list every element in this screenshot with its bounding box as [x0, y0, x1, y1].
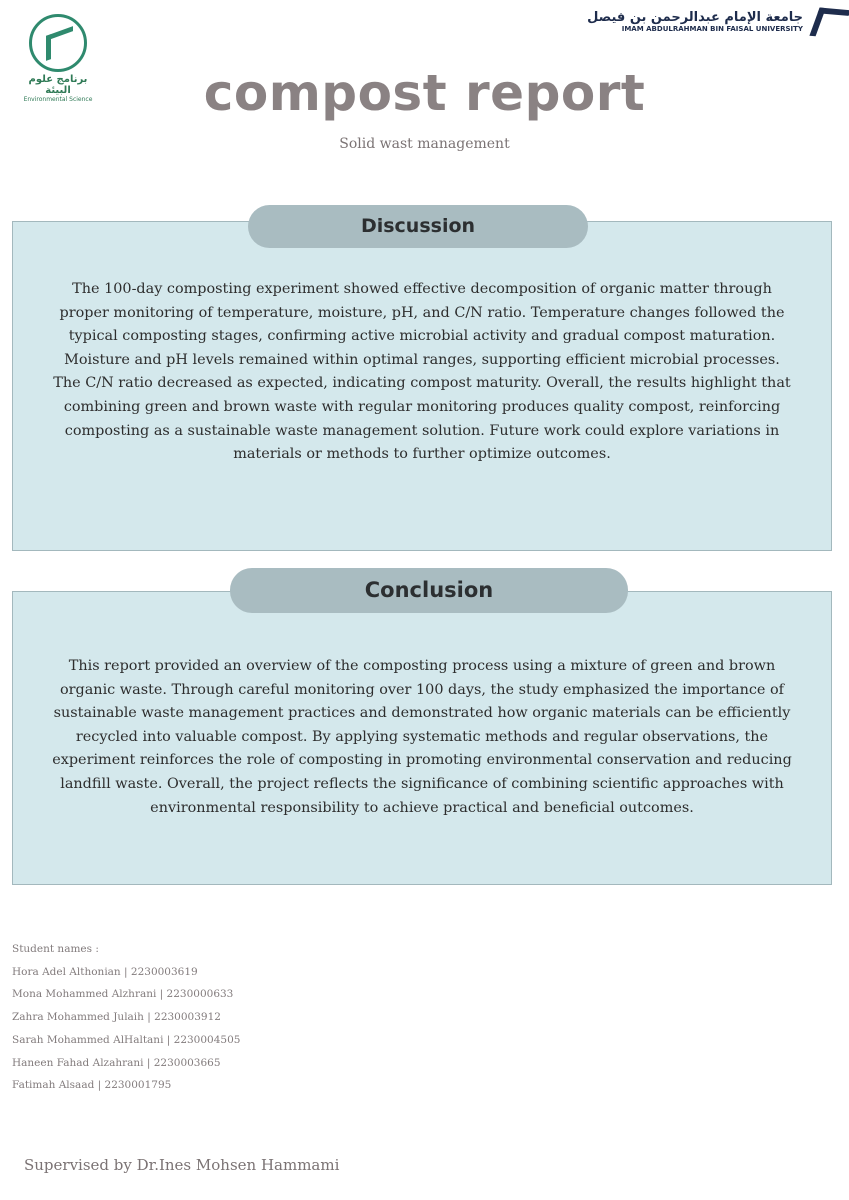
supervisor-text: Supervised by Dr.Ines Mohsen Hammami [24, 1156, 340, 1174]
page-title: compost report [203, 64, 646, 122]
conclusion-section [12, 591, 832, 885]
student-item: Sarah Mohammed AlHaltani | 2230004505 [12, 1033, 241, 1046]
conclusion-text: This report provided an overview of the composting process using a mixture of green and brown organic waste. Through careful monitoring over 100 days, the study emphasized the importance of sustainable waste management practices and demonstrated how organic materials can be efficiently recycled into valuable compost. By applying systematic methods and regular observations, the experiment reinforces the role of composting in promoting environmental conservation and reducing landfill waste. Overall, the project reflects the significance of combining scientific approaches with environmental responsibility to achieve practical and beneficial outcomes. [52, 658, 792, 816]
student-item: Mona Mohammed Alzhrani | 2230000633 [12, 988, 234, 1001]
discussion-section [12, 221, 832, 551]
university-english-name: IMAM ABDULRAHMAN BIN FAISAL UNIVERSITY [621, 24, 803, 33]
student-item: Hora Adel Althonian | 2230003619 [12, 965, 198, 978]
student-item: Haneen Fahad Alzahrani | 2230003665 [12, 1056, 221, 1069]
logo-arabic-text: برنامج علوم البيئة [28, 74, 88, 96]
student-item: Zahra Mohammed Julaih | 2230003912 [12, 1011, 221, 1024]
discussion-text: The 100-day composting experiment showed effective decomposition of organic matter through proper monitoring of temperature, moisture, pH, and C/N ratio. Temperature changes followed the typical composting stages, confirming active microbial activity and gradual compost maturation. Moisture and pH levels remained within optimal ranges, supporting efficient microbial processes. The C/N ratio decreased as expected, indicating compost maturity. Overall, the results highlight that combining green and brown waste with regular monitoring produces quality compost, reinforcing composting as a sustainable waste management solution. Future work could explore variations in materials or methods to further optimize outcomes. [53, 281, 791, 463]
conclusion-heading: Conclusion [230, 568, 628, 613]
logo-english-text: Environmental Science [23, 96, 93, 103]
student-names-label: Student names : [12, 943, 99, 955]
student-list [12, 938, 240, 1097]
page-subtitle: Solid wast management [339, 136, 510, 152]
university-emblem-icon [811, 4, 845, 38]
university-arabic-name: جامعة الإمام عبدالرحمن بن فيصل [587, 9, 803, 25]
discussion-heading: Discussion [248, 205, 588, 248]
university-logo [587, 4, 845, 38]
student-item: Fatimah Alsaad | 2230001795 [12, 1079, 172, 1092]
